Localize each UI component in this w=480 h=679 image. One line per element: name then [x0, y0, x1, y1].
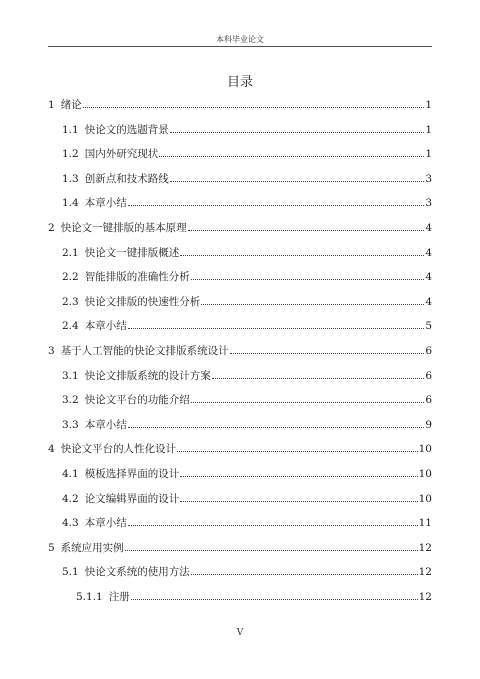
toc-entry-page: 4 — [425, 295, 432, 308]
toc-entry[interactable] — [62, 270, 432, 284]
toc-entry-number: 4.2 — [62, 492, 79, 505]
toc-entry-page: 10 — [418, 492, 432, 505]
toc-entry-number: 1.4 — [62, 197, 79, 210]
toc-entry-number: 1.3 — [62, 172, 79, 185]
toc-entry-number: 2.1 — [62, 246, 79, 259]
toc-entry-number: 3.2 — [62, 394, 79, 407]
toc-entry-title: 模板选择界面的设计 — [84, 468, 180, 480]
toc-entry-page: 1 — [425, 123, 432, 136]
toc-entry-page: 4 — [425, 271, 432, 284]
toc-entry[interactable] — [62, 516, 432, 530]
toc-dot-leader — [170, 181, 425, 182]
toc-entry-number: 2 — [48, 222, 55, 234]
toc-entry[interactable] — [62, 147, 432, 161]
toc-dot-leader — [170, 132, 425, 133]
toc-entry-title: 快论文的选题背景 — [84, 123, 169, 136]
toc-entry-title: 基于人工智能的快论文排版系统设计 — [60, 345, 229, 357]
toc-entry-title: 快论文排版系统的设计方案 — [84, 369, 211, 382]
toc-entry-title: 系统应用实例 — [60, 541, 124, 554]
toc-entry[interactable] — [48, 98, 432, 112]
toc-entry-title: 创新点和技术路线 — [84, 172, 169, 185]
toc-entry-number: 1 — [48, 99, 55, 111]
toc-dot-leader — [159, 156, 424, 157]
toc-entry-title: 快论文平台的功能介绍 — [84, 394, 190, 407]
toc-entry-page: 6 — [425, 394, 432, 407]
toc-entry-number: 2.3 — [62, 295, 79, 308]
toc-dot-leader — [131, 599, 418, 600]
toc-dot-leader — [180, 255, 424, 256]
toc-dot-leader — [128, 328, 425, 329]
toc-entry-title: 本章小结 — [84, 418, 127, 431]
toc-entry-title: 注册 — [108, 591, 130, 603]
toc-entry-page: 1 — [425, 148, 432, 161]
toc-dot-leader — [125, 550, 418, 551]
toc-dot-leader — [212, 378, 425, 379]
toc-entry[interactable] — [62, 418, 432, 432]
toc-dot-leader — [128, 427, 425, 428]
toc-dot-leader — [191, 279, 425, 280]
toc-entry[interactable] — [62, 492, 432, 506]
toc-entry[interactable] — [62, 196, 432, 210]
toc-title: 目录 — [226, 75, 253, 90]
toc-dot-leader — [180, 476, 417, 477]
toc-entry-title: 本章小结 — [84, 320, 127, 333]
toc-dot-leader — [177, 451, 417, 452]
toc-entry-number: 5.1 — [62, 566, 79, 579]
toc-entry[interactable] — [62, 172, 432, 186]
toc-entry[interactable] — [62, 369, 432, 383]
toc-entry-title: 本章小结 — [84, 517, 127, 530]
toc-entry[interactable] — [48, 541, 432, 555]
toc-dot-leader — [191, 402, 425, 403]
toc-dot-leader — [188, 230, 425, 231]
toc-entry-title: 绪论 — [60, 99, 82, 111]
toc-entry-title: 本章小结 — [84, 197, 127, 210]
toc-entry-title: 国内外研究现状 — [84, 148, 159, 161]
toc-dot-leader — [128, 205, 425, 206]
toc-dot-leader — [191, 574, 418, 575]
toc-entry-page: 12 — [418, 566, 432, 579]
page-number: V — [236, 628, 244, 638]
toc-entry-page: 4 — [425, 222, 432, 234]
toc-entry-number: 1.2 — [62, 148, 79, 161]
toc-entry-number: 2.2 — [62, 271, 79, 284]
toc-entry-title: 智能排版的准确性分析 — [84, 271, 190, 284]
toc-entry-page: 11 — [418, 517, 432, 530]
toc-entry-title: 快论文一键排版的基本原理 — [60, 222, 187, 234]
toc-entry-page: 6 — [425, 345, 432, 357]
toc-entry[interactable] — [76, 590, 432, 604]
toc-entry[interactable] — [62, 467, 432, 481]
toc-entry[interactable] — [62, 246, 432, 260]
toc-dot-leader — [230, 353, 425, 354]
toc-entry[interactable] — [62, 123, 432, 137]
running-header: 本科毕业论文 — [216, 35, 264, 44]
toc-entry-number: 4 — [48, 443, 55, 456]
toc-entry-number: 3.3 — [62, 418, 79, 431]
toc-entry-number: 4.3 — [62, 517, 79, 530]
toc-entry-page: 4 — [425, 246, 432, 259]
toc-entry-title: 论文编辑界面的设计 — [84, 492, 180, 505]
toc-entry-page: 5 — [425, 320, 432, 333]
toc-entry-title: 快论文排版的快速性分析 — [84, 295, 201, 308]
toc-entry-page: 3 — [425, 172, 432, 185]
toc-entry-title: 快论文一键排版概述 — [84, 246, 180, 259]
toc-dot-leader — [83, 107, 425, 108]
toc-entry[interactable] — [62, 295, 432, 309]
toc-entry[interactable] — [62, 319, 432, 333]
toc-entry-number: 1.1 — [62, 123, 79, 136]
toc-entry-number: 2.4 — [62, 320, 79, 333]
toc-entry-title: 快论文平台的人性化设计 — [60, 443, 177, 456]
toc-entry[interactable] — [48, 221, 432, 235]
toc-dot-leader — [128, 525, 418, 526]
toc-entry[interactable] — [62, 393, 432, 407]
toc-entry-number: 3.1 — [62, 369, 79, 382]
toc-entry-number: 5 — [48, 541, 55, 554]
toc-entry-page: 3 — [425, 197, 432, 210]
toc-entry[interactable] — [62, 565, 432, 579]
toc-entry-page: 9 — [425, 418, 432, 431]
toc-dot-leader — [201, 304, 424, 305]
toc-entry[interactable] — [48, 442, 432, 456]
toc-entry-page: 10 — [418, 443, 432, 456]
toc-entry-page: 6 — [425, 369, 432, 382]
toc-entry-number: 5.1.1 — [76, 591, 103, 603]
toc-entry-number: 3 — [48, 345, 55, 357]
toc-entry[interactable] — [48, 344, 432, 358]
toc-entry-page: 10 — [418, 468, 432, 480]
toc-entry-page: 1 — [425, 99, 432, 111]
toc-dot-leader — [180, 501, 417, 502]
toc-entry-title: 快论文系统的使用方法 — [84, 566, 190, 579]
toc-entry-page: 12 — [418, 541, 432, 554]
toc-entry-number: 4.1 — [62, 468, 79, 480]
toc-entry-page: 12 — [418, 591, 432, 603]
